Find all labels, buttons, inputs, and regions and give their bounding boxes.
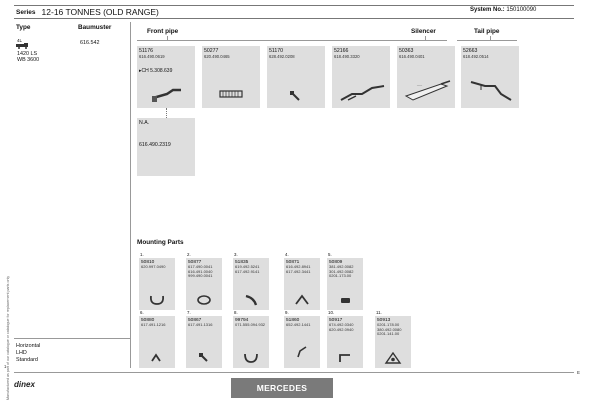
mounting-part-number: 617.491.1316 [188, 322, 213, 327]
na-part-number: 616.490.2319 [139, 142, 171, 148]
part-number: 618.492.0514 [463, 54, 489, 59]
mounting-part-7[interactable] [186, 310, 222, 368]
part-number: 618.490.3320 [334, 54, 360, 59]
mounting-part-1[interactable] [139, 252, 175, 310]
mounting-code: 50880 [141, 318, 155, 323]
mounting-index: 2. [187, 252, 191, 257]
page-mark-left: 1 [4, 364, 7, 369]
tail-pipe-rule [457, 40, 517, 41]
front-pipe-tick [167, 36, 168, 41]
tail-pipe-drawing [467, 76, 515, 104]
series-value: 12-16 TONNES (OLD RANGE) [41, 7, 159, 17]
mounting-code: 50871 [286, 260, 300, 265]
mounting-part-5[interactable] [327, 252, 363, 310]
mounting-part-10[interactable] [327, 310, 363, 368]
mounting-part-number [329, 323, 353, 332]
mounting-part-number-line: 616.491.0040 [188, 268, 213, 274]
mounting-code: 99794 [235, 318, 249, 323]
mounting-part-number: 071.555.094.932 [235, 322, 266, 327]
truck-icon [16, 43, 30, 49]
mounting-index: 11. [376, 310, 382, 315]
mounting-index: 1. [140, 252, 144, 257]
mounting-index: 3. [234, 252, 238, 257]
mounting-part-11[interactable] [375, 310, 411, 368]
mounting-part-number-line: 301.492.0082 [329, 268, 354, 274]
bracket-icon [336, 352, 354, 364]
part-number: 620.490.0465 [204, 54, 230, 59]
part-code: 51176 [139, 48, 154, 54]
part-card-na[interactable] [137, 118, 195, 176]
column-divider [130, 22, 131, 368]
part-code: 51170 [269, 48, 284, 54]
part-card-front-pipe-4[interactable] [332, 46, 390, 108]
mounting-code: 50809 [329, 260, 343, 265]
mounting-part-number-line: 616.492.8941 [286, 264, 311, 269]
mounting-part-number-line: 617.490.0041 [188, 264, 213, 269]
system-label: System No.: [470, 7, 505, 13]
mounting-part-number-line: 620.492.0940 [329, 326, 354, 332]
silencer-tick [425, 36, 426, 41]
mounting-part-4[interactable] [284, 252, 320, 310]
mounting-code: 50917 [329, 318, 343, 323]
system-number [470, 7, 536, 13]
part-number: 616.490.0401 [399, 54, 425, 59]
part-code: 50363 [399, 48, 414, 54]
part-card-silencer[interactable] [397, 46, 455, 108]
baumuster-label: Baumuster [78, 24, 112, 31]
mounting-part-number-line: 674.492.0340 [329, 322, 354, 327]
spec-version: Standard [16, 357, 38, 363]
mounting-code: 50867 [188, 318, 202, 323]
rubber-mount-icon [336, 294, 354, 306]
na-label: N.A. [139, 120, 150, 126]
type-label: Type [16, 24, 31, 31]
clamp-icon [148, 294, 166, 306]
silencer-drawing [401, 76, 453, 104]
mounting-index: 7. [187, 310, 191, 315]
mounting-part-number: 617.491.1216 [141, 322, 166, 327]
dinex-logo: dinex [14, 380, 35, 389]
model: 1420 LS [17, 51, 38, 57]
mounting-part-number: 652.492.1441 [286, 322, 311, 327]
mounting-index: 4. [285, 252, 289, 257]
part-code: 52166 [334, 48, 349, 54]
mounting-part-number-line: 0201.173.00 [329, 273, 352, 279]
brand-banner: MERCEDES [231, 378, 333, 398]
front-pipe-rule [137, 40, 447, 41]
spec-rule [14, 338, 130, 339]
front-pipe-heading: Front pipe [147, 28, 179, 35]
mounting-code: 51860 [286, 318, 300, 323]
series-label: Series [16, 8, 36, 16]
mounting-part-number [188, 265, 212, 279]
mounting-index: 9. [285, 310, 289, 315]
mounting-part-number-line: 0201.178.00 [377, 322, 400, 327]
part-code: 50277 [204, 48, 219, 54]
mounting-part-9[interactable] [284, 310, 320, 368]
bolt-icon [195, 352, 213, 364]
mounting-part-number-line: 617.492.3441 [286, 268, 311, 274]
part-card-front-pipe-3[interactable] [267, 46, 325, 108]
bracket-icon [242, 294, 260, 306]
mounting-part-8[interactable] [233, 310, 269, 368]
mounting-part-number [286, 265, 310, 274]
mounting-index: 6. [140, 310, 144, 315]
rod-icon [293, 346, 311, 358]
hanger-icon [293, 294, 311, 306]
part-card-tail-pipe[interactable] [461, 46, 519, 108]
mounting-part-number-line: 380.492.0080 [377, 326, 402, 332]
mounting-part-number [329, 265, 353, 279]
chassis-note: ▸CH 5.308.639 [139, 68, 173, 74]
clip-icon [148, 352, 166, 364]
spec-drive-side: LHD [16, 350, 27, 356]
mounting-part-number [377, 323, 401, 337]
silencer-heading: Silencer [411, 28, 436, 35]
part-card-front-pipe-1[interactable] [137, 46, 195, 108]
clamp-icon [242, 352, 260, 364]
mounting-index: 5. [328, 252, 332, 257]
part-code: 52663 [463, 48, 478, 54]
mounting-part-3[interactable] [233, 252, 269, 310]
mounting-part-number-line: 619.492.5241 [235, 264, 260, 269]
mounting-part-number-line: 381.492.0082 [329, 264, 354, 269]
part-number: 628.492.0208 [269, 54, 295, 59]
header-bottom-rule [14, 18, 574, 19]
page-mark-right: E [577, 370, 580, 375]
tail-pipe-heading: Tail pipe [474, 28, 500, 35]
svg-text:___: ___ [417, 82, 423, 86]
chassis-note-value: 5.308.639 [150, 68, 173, 74]
footer-rule [14, 372, 574, 373]
mounting-index: 10. [328, 310, 335, 315]
triangle-flange-icon [384, 352, 402, 364]
side-note: Manufactured as part of our catalogue or catalogue for replacement parts only [6, 275, 10, 400]
mounting-part-2[interactable] [186, 252, 222, 310]
mounting-part-number-line: 0201.141.00 [377, 331, 400, 337]
mounting-parts-heading: Mounting Parts [137, 239, 184, 246]
part-number: 616.490.0619 [139, 54, 165, 59]
mounting-code: 50810 [141, 260, 155, 265]
clamp-ring-icon [195, 294, 213, 306]
na-connector [166, 108, 167, 118]
bolt-drawing [289, 90, 303, 102]
mounting-index: 8. [234, 310, 238, 315]
system-value: 150100090 [506, 7, 537, 13]
spec-orientation: Horizontal [16, 343, 41, 349]
tail-pipe-tick [490, 36, 491, 41]
mounting-part-6[interactable] [139, 310, 175, 368]
part-card-front-pipe-2[interactable] [202, 46, 260, 108]
mounting-part-number [235, 265, 259, 274]
mounting-code: 50877 [188, 260, 202, 265]
mounting-code: 50913 [377, 318, 391, 323]
axle-mark: 4L [17, 38, 23, 43]
front-pipe-drawing [151, 86, 185, 104]
baumuster-value: 616.542 [80, 40, 100, 46]
mounting-part-number-line: 617.492.9141 [235, 268, 260, 274]
flex-pipe-drawing [216, 86, 248, 102]
mounting-part-number-line: 999.490.0041 [188, 273, 213, 279]
mounting-code: 51835 [235, 260, 249, 265]
bent-pipe-drawing [338, 80, 386, 104]
mounting-part-number: 620.997.0490 [141, 264, 166, 269]
wheelbase: WB 3600 [17, 57, 40, 63]
series-title [16, 6, 159, 18]
